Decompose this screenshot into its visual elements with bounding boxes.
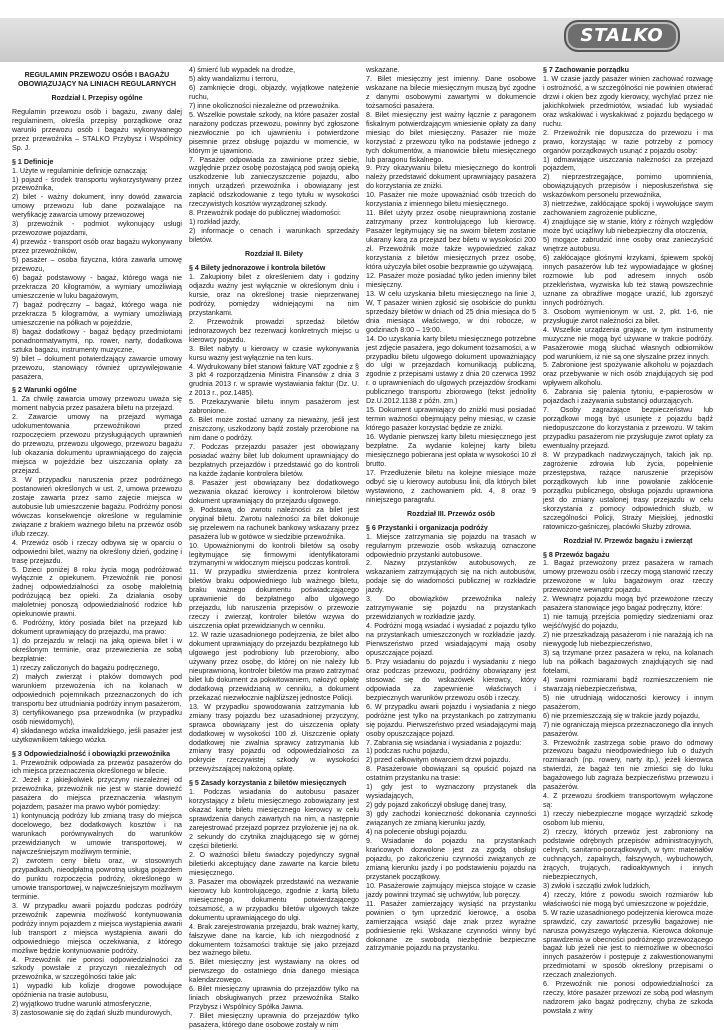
paragraph: 4) na polecenie obsługi pojazdu.	[366, 828, 468, 837]
paragraph: 6. Zabrania się palenia tytoniu, e-papierosów w pojazdach i zażywania substancji odurzających.	[543, 388, 713, 406]
paragraph: wskazane.	[366, 66, 400, 74]
paragraph: 1) wypadki lub kolizje drogowe powodujące opóźnienia na trasie autobusu,	[12, 982, 182, 1000]
paragraph: 1) do przejazdu w relacji na jaką opiewa bilet i w określonym terminie, oraz przewiezienia ze sobą bezpłatnie:	[12, 637, 182, 664]
paragraph: 2) gdy pojazd zakończył obsługę danej trasy,	[366, 801, 507, 810]
paragraph: 8. Bilet miesięczny jest ważny łącznie z paragonem fiskalnym potwierdzającym wniesienie opłaty za dany miesiąc do bilet miesięczny. Pasażer nie może korzystać z przewozu tylko na podstawie jednego z tych dokumentów, a mianowicie biletu miesięcznego lub paragonu fiskalnego.	[366, 110, 536, 164]
paragraph: 10. Pasażer nie może upoważniać osób trzecich do korzystania z imiennego biletu miesięcznego.	[366, 191, 536, 209]
chapter-heading: Rozdział III. Przewóz osób	[407, 509, 495, 518]
paragraph: 11. Bilet użyty przez osobę nieuprawnioną zostanie zatrzymany przez kontrolującego lub kierowcę. Pasażer legitymujący się na swoim biletem zostanie ukarany karą za przejazd bez biletu w wysokości 200 zł. Przewoźnik może także wypowiedzieć zakaz korzystania z biletów miesięcznych przez osobę, która użyczyła bilet osobie bezprawnie go używającą.	[366, 209, 536, 271]
paragraph: 5. W razie uzasadnionego podejrzenia kierowca może sprawdzić, czy zawartość przesyłki bagażowej nie narusza powyższego wyłączenia. Kierowca dokonuje sprawdzenia w obecności podróżnego przewożącego bagaż lub jeżeli nie jest to niemożliwe w obecności innych pasażerów i postępuje z zakwestionowanymi przedmiotami w sposób określony przepisami o rzeczach znalezionych.	[543, 908, 713, 980]
column-4	[543, 66, 713, 1016]
paragraph: 17. Przedłużenie biletu na kolejne miesiące może odbyć się u kierowcy autobusu linii, dla których bilet wystawiono, z zachowaniem pkt. 4, 8 oraz 9 niniejszego paragrafu.	[366, 468, 536, 504]
paragraph: 1) rzeczy niebezpieczne mogące wyrządzić szkodę osobom lub mieniu,	[543, 810, 713, 828]
paragraph: 8. Pasażerowie obowiązani są opuścić pojazd na ostatnim przystanku na trasie:	[366, 765, 536, 783]
paragraph: 6. Podróżny, który posiada bilet na przejazd lub dokument uprawniający do przejazdu, ma prawo:	[12, 619, 182, 637]
paragraph: 6) bagaż podstawowy - bagaż, którego waga nie przekracza 20 kilogramów, a wymiary umożliwiają umieszczenie w luku bagażowym,	[12, 274, 182, 300]
paragraph: 5) mogące zabrudzić inne osoby oraz zanieczyścić wnętrze autobusu.	[543, 236, 713, 254]
paragraph: 1. Bagaż przewożony przez pasażera w ramach umowy przewozu osób i rzeczy mogą stanowić rzeczy przewożone w luku bagażowym oraz rzeczy przewożone wewnątrz pojazdu.	[543, 559, 713, 595]
paragraph: 5) nie utrudniają widoczności kierowcy i innym pasażerom,	[543, 693, 713, 711]
paragraph: 13. W przypadku spowodowania zatrzymania lub zmiany trasy pojazdu bez uzasadnionej przyczyny, sprawca obowiązany jest do uiszczenia opłaty dodatkowej w wysokości 100 zł. Uiszczenie opłaty dodatkowej nie zwalnia sprawcy zatrzymania lub zmiany trasy pojazdu od odpowiedzialności za pokrycie rzeczywistej szkody w wysokości przewyższającej nałożoną opłatę.	[189, 702, 359, 774]
paragraph: 6) nie przemieszczają się w trakcie jazdy pojazdu,	[543, 711, 700, 720]
paragraph: 16. Wydanie pierwszej karty biletu miesięcznego jest bezpłatne. Za wydanie kolejnej karty biletu miesięcznego pobierana jest opłata w wysokości 10 zł brutto.	[366, 433, 536, 468]
paragraph: 1) kontynuacją podróży lub zmianą trasy do miejsca docelowego, bez dodatkowych kosztów i na warunkach porównywalnych do warunków przewidzianych w umowie transportowej, w najwcześniejszym możliwym terminie,	[12, 812, 182, 857]
paragraph: 4) przewóz - transport osób oraz bagażu wykonywany przez przewoźników,	[12, 238, 182, 256]
paragraph: 1. Przewoźnik odpowiada za przewóz pasażerów do ich miejsca przeznaczenia określonego w bilecie.	[12, 758, 182, 776]
paragraph: 7. Zabrania się wsiadania i wysiadania z pojazdu:	[366, 738, 522, 747]
paragraph: 7. Bilet miesięczny jest imienny. Dane osobowe wskazane na bilecie miesięcznym muszą być zgodne z danymi osobowymi zawartymi w dokumencie tożsamości pasażera.	[366, 74, 536, 110]
paragraph: 3) gdy zachodzi konieczność dokonania czynności związanych ze zmianą kierunku jazdy,	[366, 810, 536, 828]
paragraph: 3. Przewoźnik zastrzega sobie prawo do odmowy przewozu bagażu nieodpowiedniego lub o dużych rozmiarach (np. rowery, narty itp.), jeżeli kierowca stwierdzi, że bagaż ten nie zmieści się do luku bagażowego lub zagraża bezpieczeństwu przewozu i pasażerów.	[543, 738, 713, 792]
paragraph: 9. Przy okazywaniu biletu miesięcznego do kontroli należy przedstawić dokument uprawniający pasażera do korzystania ze zniżki.	[366, 164, 536, 191]
paragraph: 7. Bilet miesięczny uprawnia do przejazdów tylko pasażera, którego dane osobowe zostały w nim	[189, 1012, 359, 1030]
paragraph: 5. Zabronione jest spożywanie alkoholu w pojazdach oraz przebywanie w nich osób znajdujących się pod wpływem alkoholu.	[543, 361, 713, 388]
paragraph: 3. Pasażer ma obowiązek przedstawić na wezwanie kierowcy lub kontrolującego, zgodnie z kartą biletu miesięcznego, dokumentu potwierdzającego tożsamość, a w przypadku biletów ulgowych także dokumentu uprawniającego do ulgi.	[189, 877, 359, 922]
paragraph: 5. Przy wsiadaniu do pojazdu i wysiadaniu z niego oraz podczas przewozu, podróżny obowiązany jest stosować się do wskazówek kierowcy, który odpowiada za zapewnienie właściwych i bezpiecznych warunków przewozu osób i rzeczy.	[366, 657, 536, 702]
paragraph: 2) bilet - ważny dokument, inny dowód zawarcia umowy przewozu lub dane pozwalające na weryfikację zawarcia umowy przewozowej	[12, 193, 182, 220]
paragraph: 6) zakłócające głośnymi krzykami, śpiewem spokój innych pasażerów lub też wypowiadające w głośnej rozmowie lub pod adresem innych osób przekleństwa, wyzwiska lub też stawą powszechnie uznane za obraźliwe mogące urazić, lub zgorszyć innych podróżnych.	[543, 254, 713, 307]
paragraph: 9. Wsiadanie do pojazdu na przystankach krańcowych dozwolone jest za zgodą obsługi pojazdu, po zakończeniu czynności związanych ze zmianą kierunku jazdy i po podstawieniu pojazdu na przystanek początkowy.	[366, 837, 536, 881]
paragraph: 3) certyfikowanego psa przewodnika (w przypadku osób niewidomych),	[12, 708, 182, 726]
paragraph: 7) bagaż podręczny – bagaż, którego waga nie przekracza 5 kilogramów, a wymiary umożliwiają umieszczenie na półkach w pojeździe,	[12, 300, 182, 327]
paragraph: 8. W przypadkach nadzwyczajnych, takich jak np. zagrożenie zdrowia lub życia, popełnienie przestępstwa, rażące naruszenie przepisów porządkowych lub inne powołanie zakłócenie porządku publicznego, obsługa pojazdu uprawniona jest do zmiany ustalonej trasy przejazdu w celu skorzystania z pomocy odpowiednich służb, w szczególności Policji, Straży Miejskiej, jednostki ratowniczo-gaśniczej, placówki Służby zdrowia.	[543, 450, 713, 531]
paragraph: 7) inne okoliczności niezależne od przewoźnika.	[189, 101, 341, 110]
paragraph: 2. Nazwy przystanków autobusowych, ze wskazaniem zatrzymujących się na nich autobusów, podaje się do wiadomości publicznej w rozkładzie jazdy.	[366, 559, 536, 595]
paragraph: 1) rozkład jazdy,	[189, 218, 241, 227]
paragraph: 2. Wewnątrz pojazdu mogą być przewożone rzeczy pasażera stanowiące jego bagaż podręczny, które:	[543, 595, 713, 613]
paragraph: 4) składanego wózka inwalidzkiego, jeśli pasażer jest użytkownikiem takiego wózka.	[12, 726, 182, 744]
paragraph: 1. W czasie jazdy pasażer winien zachować rozwagę i ostrożność, a w szczególności nie powinien otwierać drzwi i okien bez zgody kierowcy, wychylać przez nie jakichkolwiek przedmiotów, wsiadać lub wysiadać oraz wskakiwać i wyskakiwać z pojazdu będącego w ruchu.	[543, 74, 713, 128]
paragraph: 11. Pasażer zamierzający wysiąść na przystanku powinien o tym uprzedzić kierowcę, a osoba zamierzająca wsiąść daje znak przez wyraźne podniesienie ręki. Wskazane czynności winny być dokonane ze swobodą niezbędnie bezpieczne zatrzymanie pojazdu na przystanku.	[366, 899, 536, 953]
section-heading: § 7 Zachowanie porządku	[543, 66, 629, 74]
section-heading: § 8 Przewóz bagażu	[543, 550, 610, 559]
paragraph: 2) nie przeszkadzają pasażerom i nie narażają ich na niewygodę lub niebezpieczeństwo,	[543, 631, 713, 649]
paragraph: 1) podczas ruchu pojazdu,	[366, 747, 450, 756]
paragraph: 5. Wszelkie powstałe szkody, na które pasażer został narażony podczas przewozu, powinny być zgłoszone niezwłocznie po ich ujawnieniu i potwierdzone pisemnie przez obsługę pojazdu w momencie, w którym je ujawniono.	[189, 110, 359, 155]
paragraph: 3) zastosowanie się do żądań służb mundurowych,	[12, 1009, 173, 1018]
paragraph: 3. Bilet nabyty u kierowcy w czasie wykonywania kursu ważny jest wyłącznie na ten kurs.	[189, 344, 359, 362]
paragraph: 6. Bilet może zostać uznany za nieważny, jeśli jest zniszczony, uszkodzony bądź zostały przerobione na nim dane o podróży.	[189, 416, 359, 443]
paragraph: 2) zwrotem ceny biletu oraz, w stosownych przypadkach, nieodpłatną powrotną usługą pojazdem do punktu rozpoczęcia podróży, określonego w umowie transportowej, w najwcześniejszym możliwym terminie.	[12, 857, 182, 901]
paragraph: 6. W przypadku awarii pojazdu i wysiadania z niego podróżne jest tylko na przystankach po zatrzymaniu się pojazdu. Pierwszeństwo przed wsiadającymi mają osoby opuszczające pojazd.	[366, 702, 536, 738]
paragraph: 4) śmierć lub wypadek na drodze,	[189, 66, 296, 74]
paragraph: 9) bilet – dokument potwierdzający zawarcie umowy przewozu, stanowiący również uprzywilejowanie pasażera,	[12, 354, 182, 381]
section-heading: § 5 Zasady korzystania z biletów miesięcznych	[189, 779, 347, 788]
paragraph: 4) znajdujące się w stanie, który z różnych względów może być uciążliwy lub niebezpieczny dla otoczenia,	[543, 218, 713, 236]
column-2	[189, 66, 359, 1030]
section-heading: § 4 Bilety jednorazowe i kontrola biletów	[189, 264, 326, 273]
chapter-heading: Rozdział II. Bilety	[245, 250, 303, 259]
paragraph: 1) pojazd - środek transportu wykorzystywany przez przewoźnika,	[12, 175, 182, 193]
paragraph: 1) gdy jest to wyznaczony przystanek dla wysiadających,	[366, 783, 536, 801]
section-heading: § 3 Odpowiedzialność i obowiązki przewoźnika	[12, 749, 171, 758]
paragraph: 1. Miejsce zatrzymania się pojazdu na trasach w regularnym przewozie osób wskazują oznaczone odpowiednio przystanki autobusowe.	[366, 532, 536, 559]
paragraph: 3. W przypadku awarii pojazdu podczas podróży przewoźnik zapewnia możliwość kontynuowania podróży innym pojazdem z miejsca wystąpienia awarii lub transport z miejsca wystąpienia awarii do odpowiedniego miejsca oczekiwania, z którego możliwe będzie kontynuowanie podróży.	[12, 901, 182, 955]
paragraph: 1. Użyte w regulaminie definicje oznaczają:	[12, 166, 148, 175]
paragraph: 3) przewoźnik - podmiot wykonujący usługi przewozowe pojazdami,	[12, 220, 182, 238]
paragraph: 4. Podróżni mogą wsiadać i wysiadać z pojazdu tylko na przystankach umieszczonych w rozkładzie jazdy. Pierwszeństwo przed wsiadającymi mają osoby opuszczające pojazd.	[366, 622, 536, 657]
paragraph: 4. Przewoźnik nie ponosi odpowiedzialności za szkody powstałe z przyczyn niezależnych od przewoźnika, w szczególności takie jak:	[12, 955, 182, 982]
paragraph: 2. Zawarcie umowy na przejazd wymaga udokumentowania przewoźnikowi przed rozpoczęciem przewozu przysługujących uprawnień do przewozu, przewozu ulgowego, przewozu bagażu lub okazania dokumentu uprawniającego do zajęcia miejsca w pojeździe bez uiszczania opłaty za przejazd.	[12, 413, 182, 476]
paragraph: 5) akty wandalizmu i terroru,	[189, 74, 279, 83]
logo-text: STALKO	[580, 25, 664, 46]
paragraph: 4. Z przewozu środkiem transportowym wyłączone są:	[543, 792, 713, 810]
paragraph: 4) rzeczy, które z powodu swoich rozmiarów lub właściwości nie mogą być umieszczone w pojeździe,	[543, 890, 713, 908]
paragraph: 5. Bilet miesięczny jest wystawiany na okres od pierwszego do ostatniego dnia danego miesiąca kalendarzowego.	[189, 958, 359, 985]
chapter-heading: Rozdział IV. Przewóz bagażu i zwierząt	[563, 536, 693, 545]
paragraph: 4. Przewóz osób i rzeczy odbywa się w oparciu o odpowiedni bilet, ważny na określony dzień, godzinę i trasę przejazdu.	[12, 538, 182, 565]
paragraph: 5) pasażer – osoba fizyczna, która zawarła umowę przewozu,	[12, 256, 182, 274]
paragraph: 1. Podczas wsiadania do autobusu pasażer korzystający z biletu miesięcznego zobowiązany jest okazać kartę biletu miesięcznego kierowcy w celu sprawdzenia danych zawartych na nim, a następnie zarejestrować przejazd poprzez przyłożenie jej na ok. 2 sekundy do czytnika znajdującego się w górnej części biletierki.	[189, 788, 359, 851]
paragraph: 2) małych zwierząt i ptaków domowych pod warunkiem przewożenia ich na kolanach w odpowiednich pojemnikach przeznaczonych do ich transportu bez utrudniania podróży innym pasażerom,	[12, 672, 182, 708]
paragraph: 2. Przewoźnik prowadzi sprzedaż biletów jednorazowych bez rezerwacji konkretnych miejsc u kierowcy pojazdu.	[189, 317, 359, 344]
paragraph: 11. W przypadku stwierdzenia przez kontrolera biletów braku odpowiedniego lub ważnego biletu, braku ważnego dokumentu poświadczającego uprawnienie do bezpłatnego albo ulgowego przejazdu, lub naruszenia przepisów o przewozie rzeczy i zwierząt, kontroler biletów wzywa do uiszczenia opłat przewidzianych w cenniku.	[189, 568, 359, 631]
paragraph: 10. Pasażerowie zajmujący miejsca stojące w czasie jazdy powinni trzymać się uchwytów, lub poręczy.	[366, 881, 536, 899]
paragraph: 2) rzeczy, których przewóz jest zabroniony na podstawie odrębnych przepisów administracyjnych, celnych, sanitarno-porządkowych, w tym: materiałów cuchnących, zapalnych, fałszywych, wybuchowych, żrących, trujących, radioaktywnych i innych niebezpiecznych,	[543, 828, 713, 881]
paragraph: 2) informacje o cenach i warunkach sprzedaży biletów.	[189, 227, 359, 245]
paragraph: 3. W przypadku naruszenia przez podróżnego postanowień określonych w ust. 2, umowa przewozu zostaje zawarta przez samo zajęcie miejsca w autobusie lub umieszczenie bagażu. Podróżny ponosi wówczas konsekwencje określone w regulaminie związane z brakiem ważnego biletu na przewóz osób i/lub rzeczy.	[12, 475, 182, 538]
paragraph: 2) wyjątkowo trudne warunki atmosferyczne,	[12, 1000, 152, 1009]
paragraph: 3) zwłoki i szczątki zwłok ludzkich,	[543, 881, 651, 890]
paragraph: 4) swoimi rozmiarami bądź rozmieszczeniem nie stwarzają niebezpieczeństwa,	[543, 675, 713, 693]
paragraph: 1) rzeczy zaliczonych do bagażu podręcznego,	[12, 664, 160, 672]
paragraph: 4. Brak zarejestrowania przejazdu, brak ważnej karty, fałszywe dane na karcie, lub ich niezgodność z dokumentem tożsamości traktuje się jako przejazd bez ważnego biletu.	[189, 922, 359, 958]
paragraph: 8. Przewoźnik podaje do publicznej wiadomości:	[189, 209, 341, 218]
paragraph: 6. Przewoźnik nie ponosi odpowiedzialności za rzeczy, które pasażer przewozi ze sobą pod własnym nadzorem jako bagaż podręczny, chyba że szkoda powstała z winy	[543, 980, 713, 1016]
paragraph: 6) zamknięcie drogi, objazdy, wyjątkowe natężenie ruchu,	[189, 83, 359, 101]
paragraph: 10. Upoważnionymi do kontroli biletów są osoby legitymujące się firmowymi identyfikatorami trzymanymi w widocznym miejscu podczas kontroli.	[189, 541, 359, 568]
paragraph: 7. Podczas przejazdu pasażer jest obowiązany posiadać ważny bilet lub dokument uprawniający do bezpłatnych przejazdów i przedstawić go do kontroli na każde żądanie kontrolera biletów.	[189, 443, 359, 478]
paragraph: 5. Przekazywanie biletu innym pasażerom jest zabronione.	[189, 398, 359, 416]
paragraph: 7) nie ograniczają miejsca przeznaczonego dla innych pasażerów.	[543, 720, 713, 738]
paragraph: 1) odmawiające uiszczania należności za przejazd pojazdem,	[543, 155, 713, 173]
paragraph: 4. Wydrukowany bilet stanowi fakturę VAT zgodnie z § 3 pkt 4 rozporządzenia Ministra Finansów z dnia 3 grudnia 2013 r. w sprawie wystawiania faktur (Dz. U. z 2013 r., poz.1485).	[189, 362, 359, 398]
column-3	[366, 66, 536, 1016]
paragraph: 4. Wszelkie urządzenia grające, w tym instrumenty muzyczne nie mogą być używane w trakcie podróży. Pasażerowie mogą słuchać własnych odbiorników pod warunkiem, iż nie są one słyszalne przez innych.	[543, 325, 713, 361]
chapter-heading: Rozdział I. Przepisy ogólne	[51, 93, 143, 102]
paragraph: 5. Dzieci poniżej 8 roku życia mogą podróżować wyłącznie z opiekunem. Przewoźnik nie ponosi żadnej odpowiedzialności za osobę małoletnią podróżującą bez opieki. Za działania osoby małoletniej ponoszą odpowiedzialność rodzice lub opiekunowie prawni.	[12, 565, 182, 619]
section-heading: § 2 Warunki ogólne	[12, 386, 77, 395]
paragraph: 6. Bilet miesięczny uprawnia do przejazdów tylko na liniach obsługiwanych przez przewoźnika Stalko Przybysz i Wspólnicy Spółka Jawna.	[189, 985, 359, 1012]
paragraph: 13. W celu uzyskania biletu miesięcznego na linie J, W, T pasażer winien zgłosić się osobiście do punktu sprzedaży biletów w dniach od 25 dnia miesiąca do 5 dnia miesiąca właściwego, w dni robocze, w godzinach 8:00 – 19:00.	[366, 289, 536, 334]
paragraph: 7. Pasażer odpowiada za zawinione przez siebie, względnie przez osobę pozostającą pod swoją opieką uszkodzenie lub zanieczyszczenie pojazdu, albo innych urządzeń przewoźnika i obowiązany jest zapłacić odszkodowanie z tego tytułu w wysokości rzeczywistych kosztów wyrządzonej szkody.	[189, 155, 359, 209]
paragraph: 1) nie tamują przejścia pomiędzy siedzeniami oraz wejść/wyjść do pojazdu,	[543, 613, 713, 631]
paragraph: 2. Przewoźnik nie dopuszcza do przewozu i ma prawo, korzystając w razie potrzeby z pomocy organów porządkowych usunąć z pojazdu osoby:	[543, 128, 713, 155]
paragraph: 3. Do obowiązków przewoźnika należy zatrzymywanie się pojazdu na przystankach przewidzianych w rozkładzie jazdy.	[366, 595, 536, 622]
paragraph: 1. Za chwilę zawarcia umowy przewozu uważa się moment nabycia przez pasażera biletu na przejazd.	[12, 395, 182, 413]
paragraph: 9. Podstawą do zwrotu należności za bilet jest oryginał biletu. Zwrotu należności za bilet dokonuje się przelewem na rachunek bankowy wskazany przez pasażera lub w gotówce w siedzibie przewoźnika.	[189, 505, 359, 541]
paragraph: 7. Osoby zagrażające bezpieczeństwu lub porządkowi mogą być usunięte z pojazdu bądź niedopuszczone do korzystania z przewozu. W takim przypadku pasażerom nie przysługuje zwrot opłaty za ewentualny przejazd.	[543, 406, 713, 451]
paragraph: 12. Pasażer może posiadać tylko jeden imienny bilet miesięczny.	[366, 271, 536, 289]
paragraph: 12. W razie uzasadnionego podejrzenia, że bilet albo dokument uprawniający do przejazdu bezpłatnego lub ulgowego jest podrobiony lub przerobiony, albo używany przez osobę, do której on nie należy lub nieuprawnioną, kontroler biletów ma prawo zatrzymać bilet lub dokument za pokwitowaniem, nałożyć opłatę dodatkową przewidzianą w cenniku, a dokument przekazać niezwłocznie najbliższej jednostce Policji.	[189, 631, 359, 702]
paragraph: 2) przed całkowitym otwarciem drzwi pojazdu.	[366, 756, 511, 765]
paragraph: 3) nietrzeźwe, zakłócające spokój i wywołujące swym zachowaniem zagrożenie publiczne,	[543, 200, 713, 218]
section-heading: § 1 Definicje	[12, 157, 54, 166]
section-heading: § 6 Przystanki i organizacja podróży	[366, 523, 488, 532]
paragraph: 3. Osobom wymienionym w ust. 2, pkt. 1-6, nie przysługuje zwrot należności za bilet.	[543, 307, 713, 325]
paragraph: 2) nieprzestrzegające, pomimo upomnienia, obowiązujących przepisów i nieposłuszeństwa się wskazówkom personelu przewoźnika,	[543, 173, 713, 200]
paragraph: 8) bagaż dodatkowy - bagaż będący przedmiotami ponadnormatywnymi, np. rower, narty, dodatkowa sztuka bagażu, instrumenty muzyczne,	[12, 327, 182, 354]
paragraph: 3) są trzymane przez pasażera w ręku, na kolanach lub na półkach bagażowych znajdujących się nad fotelami,	[543, 649, 713, 675]
paragraph: Regulamin przewozu osób i bagażu, zwany dalej regulaminem, określa przepisy porządkowe oraz warunki przewozu osób i bagażu wykonywanego przez przewoźnika – STALKO Przybysz i Wspólnicy Sp. J.	[12, 107, 182, 152]
paragraph: 1. Zakupiony bilet z określeniem daty i godziny odjazdu ważny jest wyłącznie w określonym dniu i kursie, oraz na określonej trasie nieprzerwanej podróży, pomiędzy widniejącymi na nim przystankami.	[189, 272, 359, 317]
paragraph: 8. Pasażer jest obowiązany bez dodatkowego wezwania okazać kierowcy i kontrolerowi biletów dokument uprawniający do przejazdu ulgowego.	[189, 478, 359, 505]
stalko-logo	[564, 20, 680, 52]
paragraph: 15. Dokument uprawniający do zniżki musi posiadać termin ważności obejmujący pełny miesiąc, w czasie którego pasażer korzystać będzie ze zniżki.	[366, 406, 536, 433]
document-title: REGULAMIN PRZEWOZU OSÓB I BAGAŻU OBOWIĄZUJĄCY NA LINIACH REGULARNYCH	[17, 71, 177, 88]
paragraph: 2. Jeżeli z jakiejkolwiek przyczyny niezależnej od przewoźnika, przewoźnik nie jest w stanie dowieźć pasażera do miejsca przeznaczenia własnym pojazdem, pasażer ma prawo wybór pomiędzy:	[12, 776, 182, 812]
paragraph: 14. Do uzyskania karty biletu miesięcznego potrzebne jest zdjęcie pasażera, jego dokument tożsamości, a w przypadku biletu ulgowego dokument upoważniający do ulgi w przejazdach komunikacją publiczną, zgodnie z przepisami ustawy z dnia 20 czerwca 1992 r. o uprawnieniach do ulgowych przejazdów środkami publicznego transportu zbiorowego (tekst jednolity Dz.U.2012.1138 z późn. zm.)	[366, 334, 536, 406]
column-1	[12, 66, 182, 1016]
paragraph: 2. O ważności biletu świadczy pojedynczy sygnał biletierki akceptujący dane zawarte na karcie biletu miesięcznego.	[189, 850, 359, 877]
